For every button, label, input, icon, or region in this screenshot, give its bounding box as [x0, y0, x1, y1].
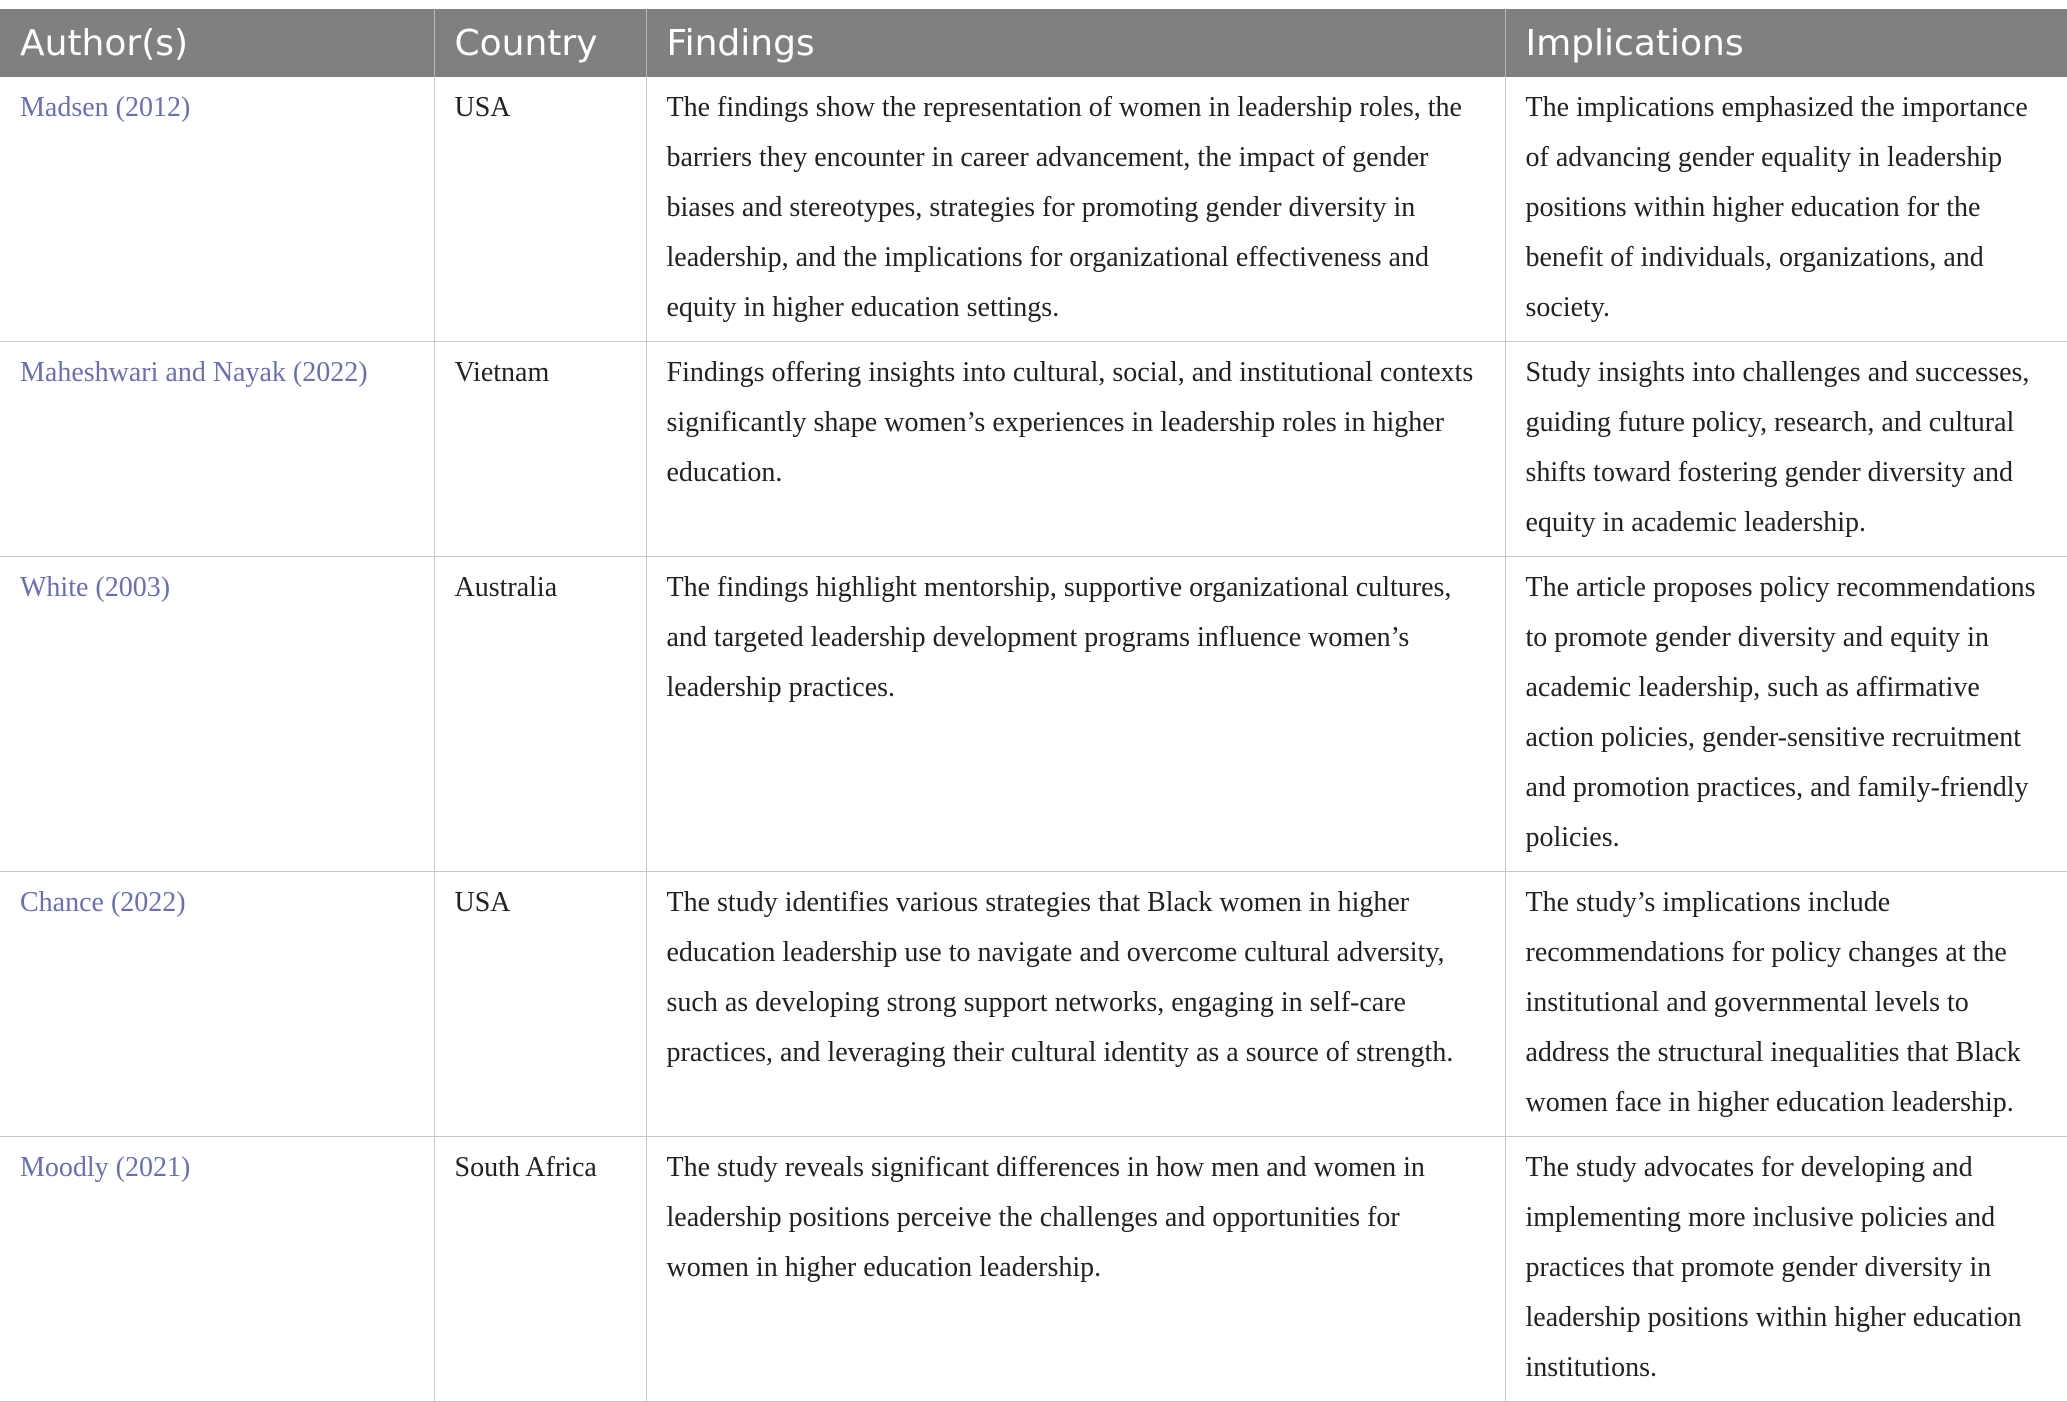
- column-header-country: Country: [434, 9, 646, 77]
- literature-table: [0, 9, 2067, 1402]
- header-row: [0, 9, 2067, 77]
- country-cell: South Africa: [434, 1137, 646, 1402]
- country-cell: Australia: [434, 557, 646, 872]
- table-header: [0, 9, 2067, 77]
- table-row: [0, 557, 2067, 872]
- column-header-authors: Author(s): [0, 9, 434, 77]
- findings-cell: The study reveals significant differences in how men and women in leadership positions perceive the challenges and opportunities for women in higher education leadership.: [646, 1137, 1505, 1402]
- author-link[interactable]: White (2003): [0, 557, 434, 872]
- findings-cell: The study identifies various strategies that Black women in higher education leadership use to navigate and overcome cultural adversity, such as developing strong support networks, engaging in self-care practices, and leveraging their cultural identity as a source of strength.: [646, 872, 1505, 1137]
- findings-cell: The findings highlight mentorship, supportive organizational cultures, and targeted leadership development programs influence women’s leadership practices.: [646, 557, 1505, 872]
- country-cell: USA: [434, 872, 646, 1137]
- findings-cell: The findings show the representation of women in leadership roles, the barriers they encounter in career advancement, the impact of gender biases and stereotypes, strategies for promoting gender diversity in leadership, and the implications for organizational effectiveness and equity in higher education settings.: [646, 77, 1505, 342]
- implications-cell: The implications emphasized the importance of advancing gender equality in leadership positions within higher education for the benefit of individuals, organizations, and society.: [1505, 77, 2067, 342]
- author-link[interactable]: Maheshwari and Nayak (2022): [0, 342, 434, 557]
- table-row: [0, 342, 2067, 557]
- implications-cell: The article proposes policy recommendations to promote gender diversity and equity in academic leadership, such as affirmative action policies, gender-sensitive recruitment and promotion practices, and family-friendly policies.: [1505, 557, 2067, 872]
- country-cell: Vietnam: [434, 342, 646, 557]
- implications-cell: The study advocates for developing and implementing more inclusive policies and practices that promote gender diversity in leadership positions within higher education institutions.: [1505, 1137, 2067, 1402]
- table-row: [0, 872, 2067, 1137]
- findings-cell: Findings offering insights into cultural, social, and institutional contexts significantly shape women’s experiences in leadership roles in higher education.: [646, 342, 1505, 557]
- table-row: [0, 1137, 2067, 1402]
- author-link[interactable]: Chance (2022): [0, 872, 434, 1137]
- column-header-implications: Implications: [1505, 9, 2067, 77]
- implications-cell: The study’s implications include recommendations for policy changes at the institutional and governmental levels to address the structural inequalities that Black women face in higher education leadership.: [1505, 872, 2067, 1137]
- column-header-findings: Findings: [646, 9, 1505, 77]
- implications-cell: Study insights into challenges and successes, guiding future policy, research, and cultural shifts toward fostering gender diversity and equity in academic leadership.: [1505, 342, 2067, 557]
- table-body: [0, 77, 2067, 1402]
- country-cell: USA: [434, 77, 646, 342]
- author-link[interactable]: Moodly (2021): [0, 1137, 434, 1402]
- table-row: [0, 77, 2067, 342]
- author-link[interactable]: Madsen (2012): [0, 77, 434, 342]
